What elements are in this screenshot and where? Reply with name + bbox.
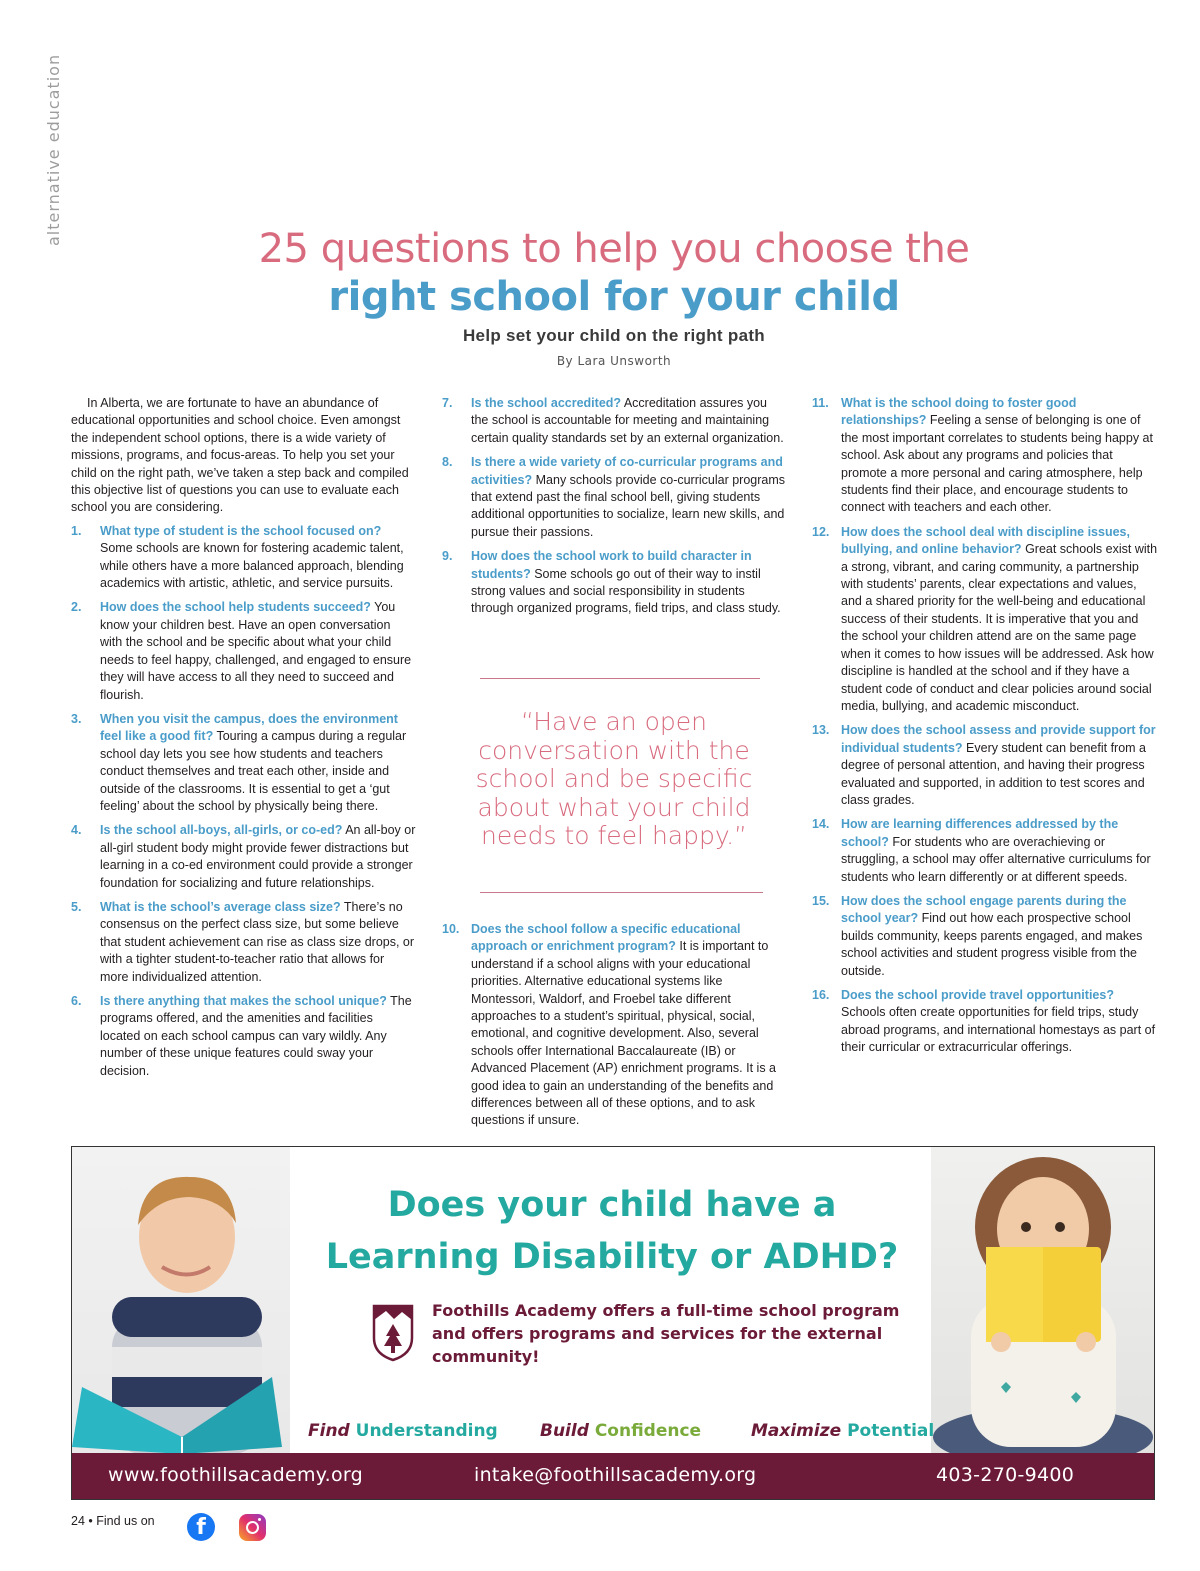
title-line-1: 25 questions to help you choose the: [258, 226, 970, 272]
tag-maximize-potential: [751, 1421, 934, 1441]
question-item: [812, 524, 1158, 715]
title-line-2: right school for your child: [328, 274, 900, 320]
question-item: [71, 899, 416, 986]
subtitle: Help set your child on the right path: [462, 326, 765, 345]
boy-reading-illustration: [72, 1147, 290, 1454]
question-item: [442, 395, 787, 447]
foothills-crest-icon: [372, 1304, 414, 1362]
question-answer: Accreditation assures you the school is accountable for meeting and maintaining certain quality standards set by an external organization.: [471, 396, 784, 445]
facebook-icon[interactable]: f: [187, 1513, 215, 1541]
question-number: 12.: [812, 524, 830, 539]
instagram-icon[interactable]: [239, 1514, 266, 1541]
question-item: [442, 454, 787, 541]
question-number: 13.: [812, 723, 830, 738]
question-item: [812, 893, 1158, 980]
question-title: Is there a wide variety of co-curricular programs and activities?: [471, 455, 783, 487]
question-number: 2.: [71, 600, 82, 615]
question-answer: An all-boy or all-girl student body might provide fewer distractions but learning in a co-ed environment could provide a stronger foundation for socializing and future relationships.: [100, 823, 416, 890]
question-title: How are learning differences addressed by the school?: [841, 817, 1119, 849]
tag-verb: Maximize: [751, 1421, 842, 1441]
question-item: [812, 395, 1158, 517]
question-answer: Some schools go out of their way to instil strong values and social responsibility in students through organized programs, field trips, and class study.: [471, 566, 781, 616]
question-answer: Touring a campus during a regular school day lets you see how students and teachers conduct themselves and treat each other, inside and outside of the classrooms. It is essential to get a ‘gut feeling’ about the school by physically being there.: [100, 729, 407, 813]
question-title: How does the school engage parents during the school year?: [841, 893, 1127, 926]
ad-contact-bar: [72, 1453, 1154, 1499]
question-answer: There’s no consensus on the perfect class size, but some believe that student achievement can rise as class size drops, or with a tighter student-to-teacher ratio that allows for more individualized attention.: [100, 899, 415, 984]
question-answer: You know your children best. Have an open conversation with the school and be specific about what your child needs to feel happy, challenged, and engaged to ensure they will have access to all they need to succeed and flourish.: [100, 600, 412, 702]
website-link[interactable]: www.foothillsacademy.org: [108, 1464, 364, 1486]
question-answer: Many schools provide co-curricular programs that extend past the final school bell, giving students additional opportunities to socialize, learn new skills, and pursue their passions.: [471, 472, 786, 539]
question-title: Is there anything that makes the school unique?: [100, 994, 387, 1008]
question-title: What type of student is the school focused on?: [100, 523, 382, 538]
ad-headline-2: Learning Disability or ADHD?: [325, 1237, 899, 1277]
question-item: [442, 548, 787, 618]
question-number: 14.: [812, 817, 830, 832]
question-answer: The programs offered, and the amenities and facilities located on each school campus can vary wildly. Any number of these unique features could sway your decision.: [100, 994, 412, 1078]
question-list-1: [71, 523, 416, 1080]
article-column-3: [812, 395, 1158, 1064]
question-item: [71, 822, 416, 892]
question-item: [71, 599, 416, 703]
intro-paragraph: In Alberta, we are fortunate to have an abundance of educational opportunities and school choice. Even amongst the independent school options, there is a wide variety of missions, programs, and focus-areas. To help you set your child on the right path, we’ve taken a step back and compiled this objective list of questions you can use to evaluate each school you are considering.: [71, 396, 409, 515]
question-number: 9.: [442, 549, 453, 564]
tag-build-confidence: [540, 1421, 701, 1441]
question-title: How does the school work to build character in students?: [471, 549, 752, 581]
question-list-2a: [442, 395, 787, 618]
page-number: 24: [71, 1514, 85, 1528]
article-column-1: [71, 395, 416, 1087]
tag-noun: Understanding: [355, 1421, 498, 1441]
question-number: 10.: [442, 922, 460, 936]
boy-reading-photo: [72, 1147, 290, 1454]
question-answer: It is important to understand if a school aligns with your educational priorities. Alternative educational systems like Montessori, Waldorf, and Froebel take different approaches to a student’s spiritual, physical, social, emotional, and cognitive development. Also, several schools offer International Baccalaureate (IB) or Advanced Placement (AP) enrichment programs. It is a good idea to gain an understanding of the benefits and differences between all of these options, and to ask questions if unsure.: [471, 939, 776, 1128]
bullet-separator: •: [88, 1514, 97, 1528]
question-title: How does the school help students succeed?: [100, 600, 371, 615]
question-answer: For students who are overachieving or struggling, a school may offer alternative curriculums for students who learn differently or at different speeds.: [841, 834, 1151, 884]
question-item: [71, 523, 416, 593]
question-item: [812, 722, 1158, 809]
question-title: Does the school provide travel opportunities?: [841, 988, 1114, 1002]
tag-find-understanding: [308, 1421, 498, 1441]
question-title: How does the school assess and provide support for individual students?: [841, 723, 1156, 755]
question-answer: Find out how each prospective school builds community, keeps parents engaged, and makes school activities and student progress visible from the outside.: [841, 911, 1143, 978]
question-answer: Every student can benefit from a degree of personal attention, and having their progress evaluated and supported, in addition to test scores and class grades.: [841, 740, 1146, 807]
question-title: How does the school deal with discipline issues, bullying, and online behavior?: [841, 524, 1130, 557]
question-answer: Schools often create opportunities for field trips, study abroad programs, and international homestays as part of their curricular or extracurricular offerings.: [841, 1005, 1156, 1055]
email-link[interactable]: intake@foothillsacademy.org: [474, 1464, 757, 1486]
girl-reading-illustration: [931, 1147, 1154, 1454]
ad-headline-1: Does your child have a: [387, 1185, 837, 1225]
foothills-academy-ad[interactable]: [71, 1146, 1155, 1500]
question-answer: Some schools are known for fostering academic talent, while others have a more balanced approach, blending academics with artistic, athletic, and service pursuits.: [100, 541, 404, 591]
question-answer: Great schools exist with a strong, vibrant, and caring community, a partnership with students’ parents, clear expectations and values, and a shared priority for the well-being and educational success of their students. It is imperative that you and the school your children attend are on the same page when it comes to how issues will be addressed. Ask how discipline is handled at the school and if they have a student code of conduct and clear policies around social media, bullying, and academic misconduct.: [841, 542, 1158, 713]
quote-rule-bottom: [480, 892, 763, 893]
girl-reading-photo: [931, 1147, 1154, 1454]
question-list-3: [812, 395, 1158, 1057]
question-item: [812, 816, 1158, 886]
pull-quote: “Have an open conversation with the school and be specific about what your child needs to feel happy.”: [475, 707, 753, 850]
question-number: 11.: [812, 396, 829, 410]
article-column-2: [442, 395, 787, 625]
tag-verb: Build: [540, 1421, 589, 1441]
ad-body-text: Foothills Academy offers a full-time school program and offers programs and services for the external community!: [432, 1301, 900, 1366]
phone-number[interactable]: 403-270-9400: [936, 1464, 1075, 1486]
question-number: 16.: [812, 988, 830, 1002]
question-number: 6.: [71, 994, 82, 1008]
find-us-label: Find us on: [96, 1514, 155, 1528]
question-item: [442, 921, 787, 1130]
question-item: [71, 993, 416, 1080]
question-title: Is the school accredited?: [471, 396, 622, 410]
question-number: 7.: [442, 396, 453, 410]
question-number: 5.: [71, 899, 82, 914]
tag-noun: Potential: [847, 1421, 935, 1441]
quote-rule-top: [480, 678, 760, 679]
section-label: alternative education: [44, 53, 63, 246]
tag-noun: Confidence: [594, 1421, 702, 1441]
page-footer: [71, 1514, 155, 1528]
tag-verb: Find: [308, 1421, 350, 1441]
question-item: [71, 711, 416, 815]
byline: By Lara Unsworth: [556, 354, 672, 368]
question-list-2b: [442, 921, 787, 1130]
question-title: What is the school’s average class size?: [100, 899, 341, 914]
question-number: 1.: [71, 523, 82, 538]
question-item: [812, 987, 1158, 1057]
question-title: Is the school all-boys, all-girls, or co-ed?: [100, 823, 343, 838]
question-title: What is the school doing to foster good relationships?: [841, 396, 1077, 428]
question-title: Does the school follow a specific educational approach or enrichment program?: [471, 922, 741, 954]
article-column-2-lower: [442, 921, 787, 1137]
question-title: When you visit the campus, does the environment feel like a good fit?: [100, 711, 398, 744]
question-number: 4.: [71, 823, 82, 838]
question-number: 8.: [442, 455, 453, 470]
question-number: 15.: [812, 893, 830, 908]
question-answer: Feeling a sense of belonging is one of the most important correlates to students being happy at school. Ask about any programs and policies that promote a more personal and caring atmosphere, help students find their place, and encourage students to connect with teachers and each other.: [841, 413, 1153, 515]
question-number: 3.: [71, 711, 82, 726]
